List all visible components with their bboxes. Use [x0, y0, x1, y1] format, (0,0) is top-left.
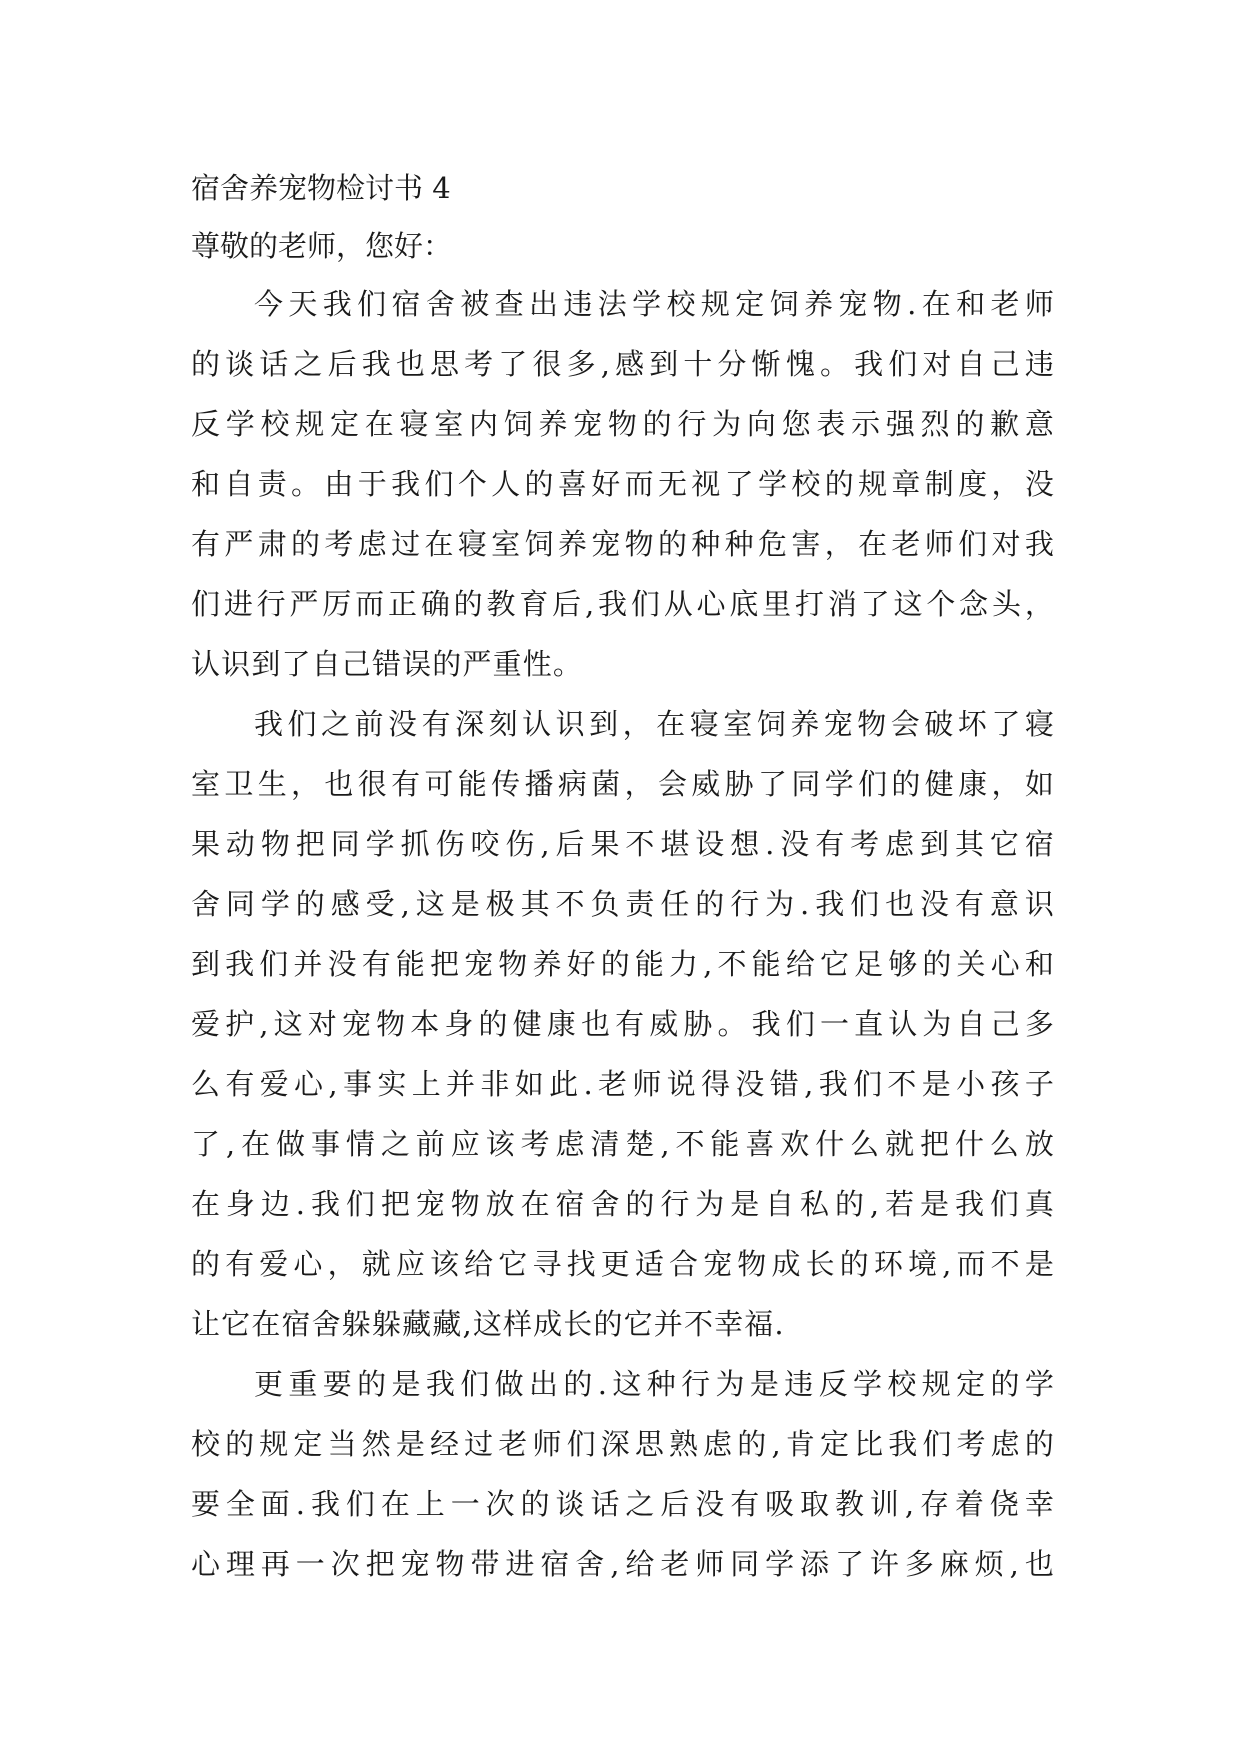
paragraph-line: 更重要的是我们做出的.这种行为是违反学校规定的学	[254, 1367, 1055, 1401]
paragraph-2	[191, 694, 1055, 1354]
paragraph-line: 舍同学的感受,这是极其不负责任的行为.我们也没有意识	[191, 887, 1055, 921]
document-body	[191, 158, 1055, 1594]
paragraph-3	[191, 1354, 1055, 1594]
paragraph-line: 我们之前没有深刻认识到，在寝室饲养宠物会破坏了寝	[254, 707, 1055, 741]
paragraph-line: 到我们并没有能把宠物养好的能力,不能给它足够的关心和	[191, 947, 1055, 981]
paragraph-line: 了,在做事情之前应该考虑清楚,不能喜欢什么就把什么放	[191, 1127, 1055, 1161]
paragraph-line: 要全面.我们在上一次的谈话之后没有吸取教训,存着侥幸	[191, 1487, 1055, 1521]
document-title: 宿舍养宠物检讨书 4	[191, 171, 451, 205]
paragraph-line: 心理再一次把宠物带进宿舍,给老师同学添了许多麻烦,也	[191, 1547, 1055, 1581]
paragraph-line: 有严肃的考虑过在寝室饲养宠物的种种危害，在老师们对我	[191, 527, 1055, 561]
paragraph-line: 爱护,这对宠物本身的健康也有威胁。我们一直认为自己多	[191, 1007, 1055, 1041]
paragraph-line: 让它在宿舍躲躲藏藏,这样成长的它并不幸福.	[191, 1307, 785, 1341]
paragraph-line: 们进行严厉而正确的教育后,我们从心底里打消了这个念头，	[191, 587, 1055, 621]
paragraph-line: 校的规定当然是经过老师们深思熟虑的,肯定比我们考虑的	[191, 1427, 1055, 1461]
paragraph-line: 果动物把同学抓伤咬伤,后果不堪设想.没有考虑到其它宿	[191, 827, 1055, 861]
paragraph-line: 的有爱心，就应该给它寻找更适合宠物成长的环境,而不是	[191, 1247, 1055, 1281]
paragraph-line: 和自责。由于我们个人的喜好而无视了学校的规章制度，没	[191, 467, 1055, 501]
paragraph-line: 的谈话之后我也思考了很多,感到十分惭愧。我们对自己违	[191, 347, 1055, 381]
paragraph-line: 么有爱心,事实上并非如此.老师说得没错,我们不是小孩子	[191, 1067, 1055, 1101]
paragraph-line: 认识到了自己错误的严重性。	[191, 647, 584, 681]
paragraph-line: 在身边.我们把宠物放在宿舍的行为是自私的,若是我们真	[191, 1187, 1055, 1221]
paragraph-line: 反学校规定在寝室内饲养宠物的行为向您表示强烈的歉意	[191, 407, 1055, 441]
paragraph-line: 今天我们宿舍被查出违法学校规定饲养宠物.在和老师	[254, 287, 1055, 321]
paragraph-1	[191, 274, 1055, 694]
paragraph-line: 室卫生，也很有可能传播病菌，会威胁了同学们的健康，如	[191, 767, 1055, 801]
salutation: 尊敬的老师，您好：	[191, 229, 453, 263]
